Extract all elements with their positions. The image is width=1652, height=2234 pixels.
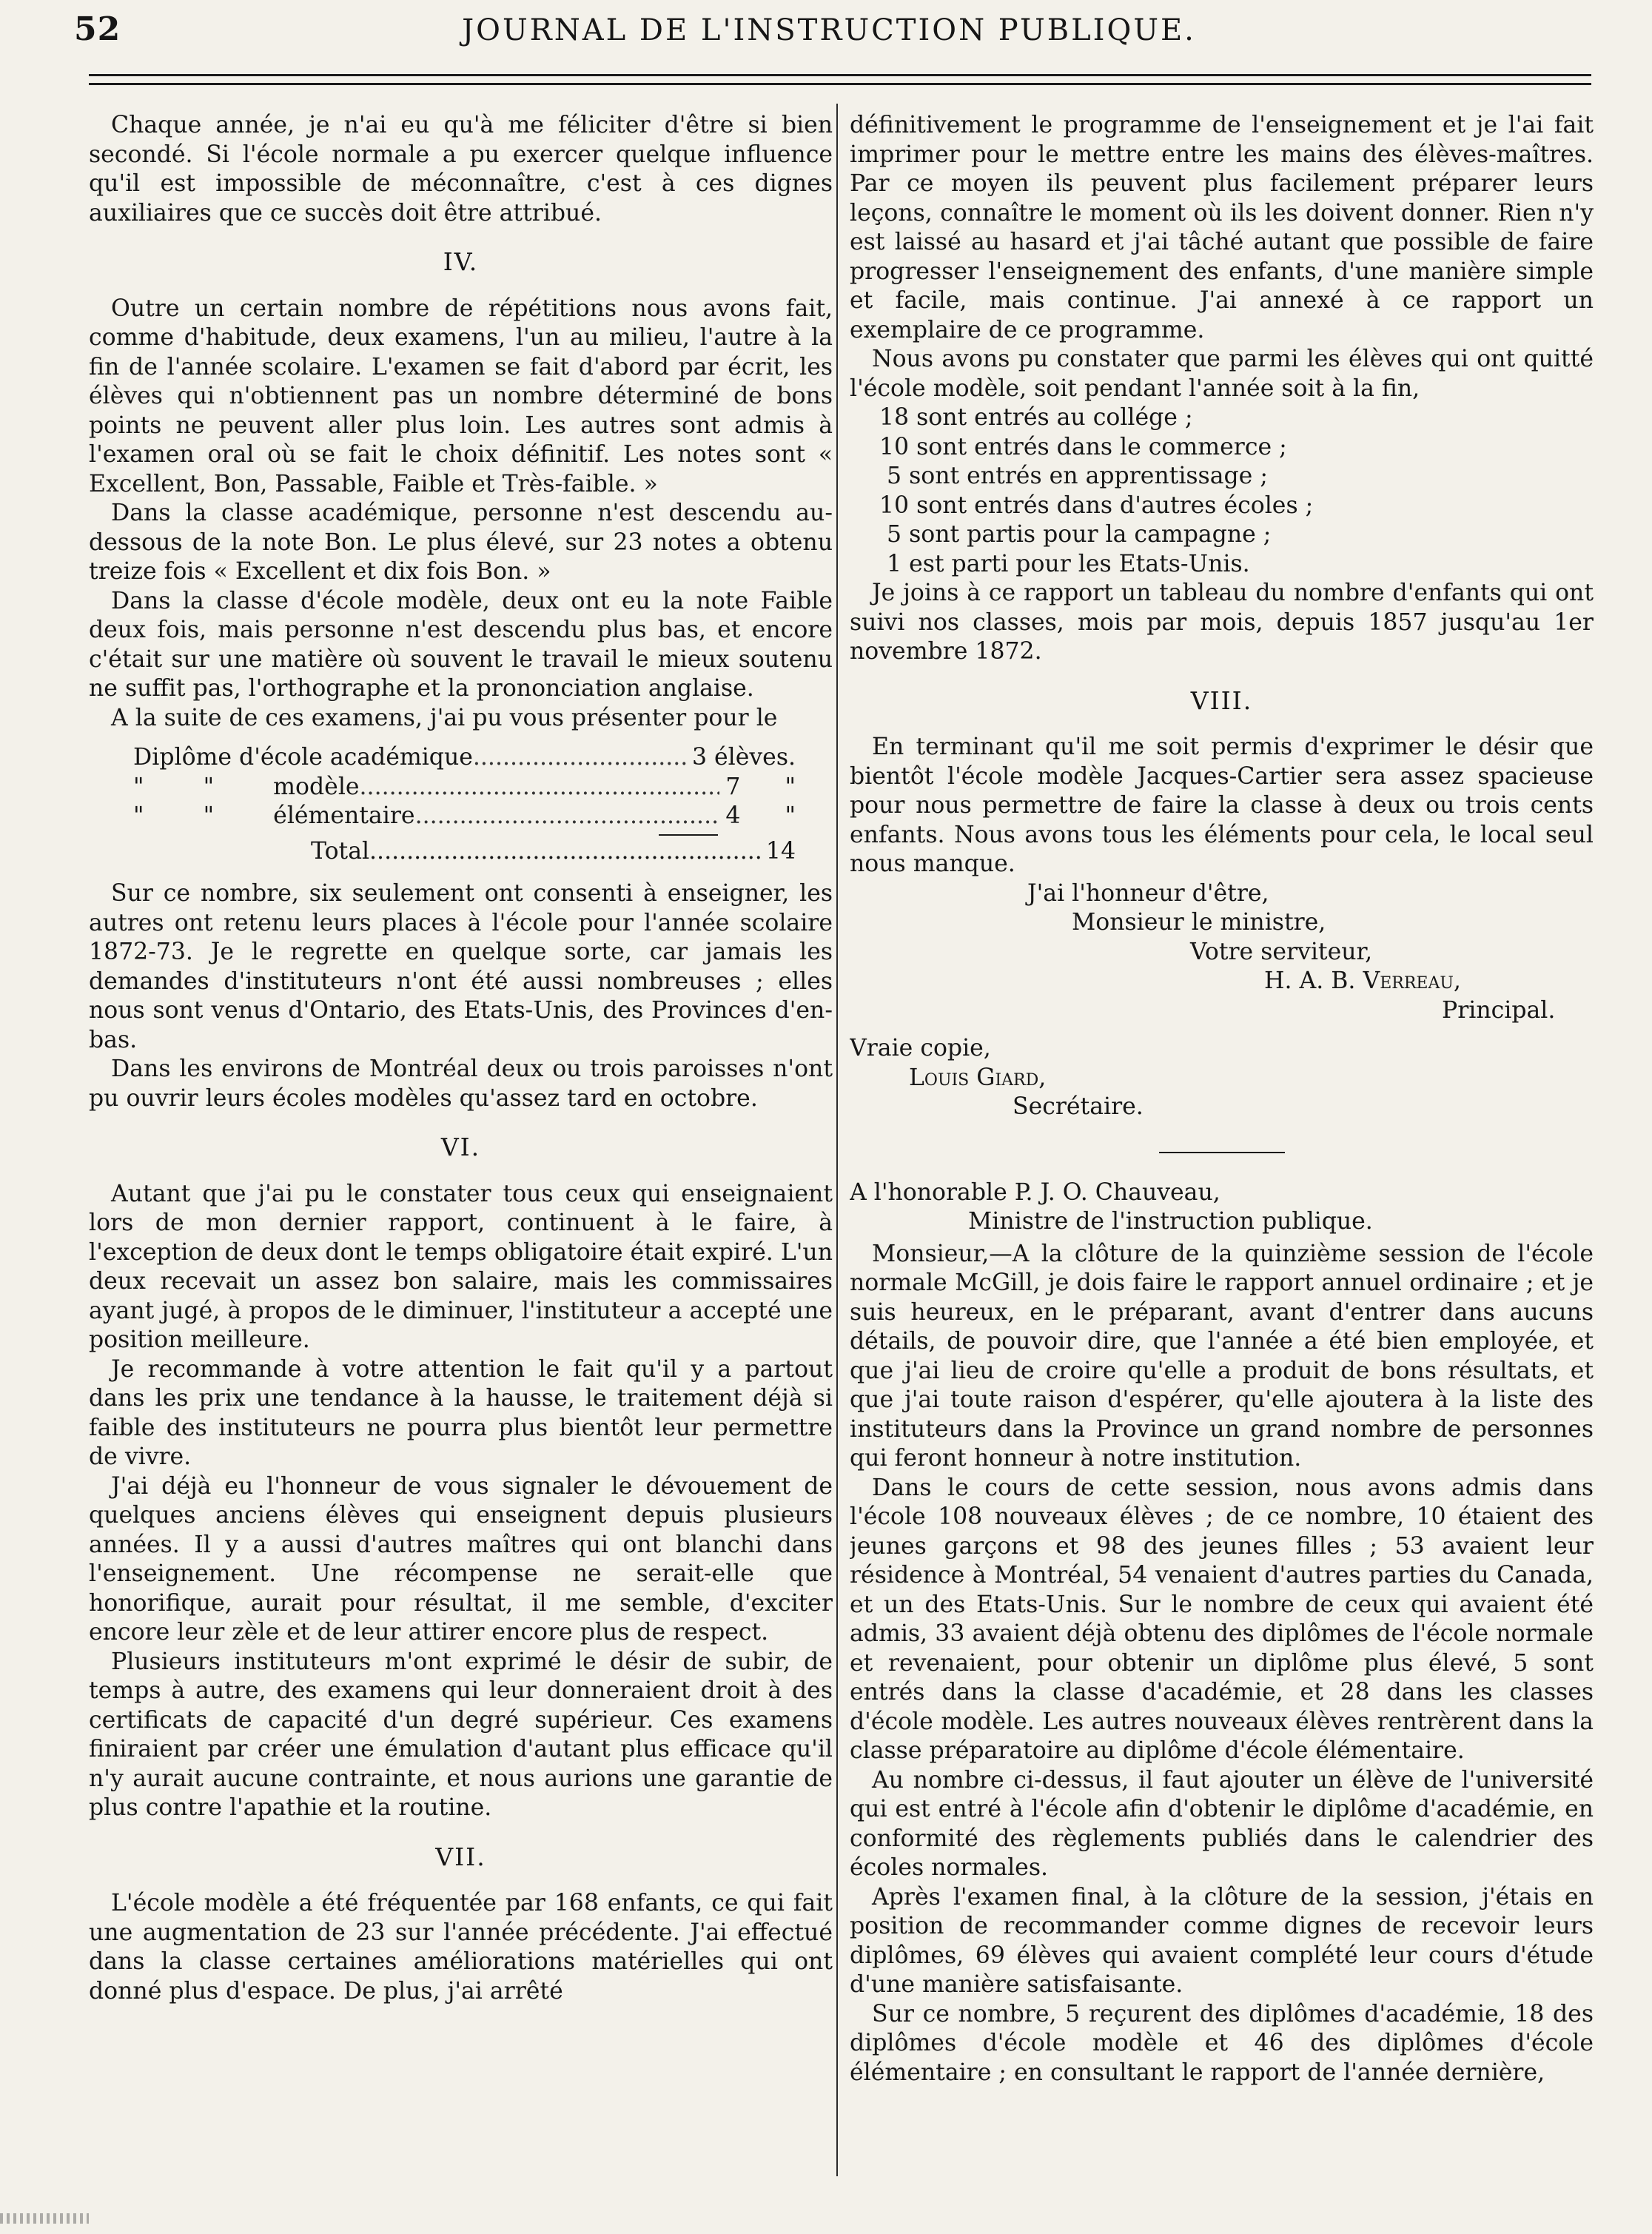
secretary-title: Secrétaire. — [1013, 1093, 1144, 1120]
signatory-title: Principal. — [1442, 996, 1556, 1024]
copy-certification — [850, 1034, 1594, 1122]
total-row — [89, 837, 833, 867]
section-heading-vii: VII. — [435, 1842, 486, 1871]
header-rule-bottom — [89, 83, 1591, 85]
leader-dots — [369, 837, 760, 867]
section-heading-iv: IV. — [443, 247, 479, 276]
sum-rule — [659, 834, 718, 836]
diploma-value: 4 " — [725, 802, 796, 829]
paragraph: En terminant qu'il me soit permis d'exprimer le désir que bientôt l'école modèle Jacques-Cartier sera assez spacieuse pour nous permettre de faire la classe à deux ou trois cents enfants. Nous avons tous les éléments pour cela, le local seul nous manque. — [850, 734, 1594, 877]
address-line: Ministre de l'instruction publique. — [968, 1208, 1373, 1235]
paragraph: A la suite de ces examens, j'ai pu vous présenter pour le — [111, 704, 778, 731]
paragraph: Dans la classe d'école modèle, deux ont eu la note Faible deux fois, mais personne n'est descendu plus bas, et encore c'était sur une matière où souvent le travail le mieux soutenu ne suffit pas, l'orthographe et la prononciation anglaise. — [89, 587, 833, 702]
closing-line: J'ai l'honneur d'être, — [1027, 879, 1269, 907]
list-item: 1 est parti pour les Etats-Unis. — [879, 550, 1250, 577]
paragraph: L'école modèle a été fréquentée par 168 enfants, ce qui fait une augmentation de 23 sur l'année précédente. J'ai effectué dans la classe certaines améliorations matérielles qui ont donné plus d'espace. De plus, j'ai arrêté — [89, 1890, 833, 2005]
total-value: 14 — [765, 837, 796, 865]
diploma-row — [89, 743, 833, 773]
paragraph: Plusieurs instituteurs m'ont exprimé le désir de subir, de temps à autre, des examens qui leur donneraient droit à des certificats de capacité d'un degré supérieur. Ces examens finiraient par créer une émulation d'autant plus efficace qu'il n'y aurait aucune contrainte, et nous aurions une garantie de plus contre l'apathie et la routine. — [89, 1648, 833, 1821]
closing-line: Monsieur le ministre, — [1072, 909, 1326, 936]
signature-block — [850, 879, 1594, 1026]
closing-line: Vraie copie, — [850, 1035, 991, 1061]
total-label: Total — [311, 837, 370, 865]
diploma-label: " " modèle — [133, 773, 360, 800]
paragraph: Dans les environs de Montréal deux ou trois paroisses n'ont pu ouvrir leurs écoles modèles qu'assez tard en octobre. — [89, 1056, 833, 1112]
journal-title: JOURNAL DE L'INSTRUCTION PUBLIQUE. — [462, 13, 1196, 47]
list-item: 18 sont entrés au collége ; — [879, 404, 1193, 431]
paragraph: J'ai déjà eu l'honneur de vous signaler le dévouement de quelques anciens élèves qui enseignent depuis plusieurs années. Il y a aussi d'autres maîtres qui ont blanchi dans l'enseignement. Une récompense ne serait-elle que honorifique, aurait pour résultat, il me semble, d'exciter encore leur zèle et de leur attirer encore plus de respect. — [89, 1472, 833, 1646]
paragraph: Monsieur,—A la clôture de la quinzième session de l'école normale McGill, je dois faire le rapport annuel ordinaire ; et je suis heureux, en le préparant, avant d'entrer dans aucuns détails, de pouvoir dire, que l'année a été bien employée, et que j'ai lieu de croire qu'elle a produit de bons résultats, et que j'ai toute raison d'espérer, qu'elle ajoutera à la liste des instituteurs dans la Province un grand nombre de personnes qui feront honneur à notre institution. — [850, 1240, 1594, 1472]
paragraph: Outre un certain nombre de répétitions nous avons fait, comme d'habitude, deux examens, l'un au milieu, l'autre à la fin de l'année scolaire. L'examen se fait d'abord par écrit, les élèves qui n'obtiennent pas un nombre déterminé de bons points ne peuvent aller plus loin. Les autres sont admis à l'examen oral où se fait le choix définitif. Les notes sont « Excellent, Bon, Passable, Faible et Très-faible. » — [89, 295, 833, 497]
diploma-value: 3 élèves. — [691, 744, 796, 771]
paragraph: définitivement le programme de l'enseignement et je l'ai fait imprimer pour le mettre entre les mains des élèves-maîtres. Par ce moyen ils peuvent plus facilement préparer leurs leçons, connaître le moment où ils les doivent donner. Rien n'y est laissé au hasard et j'ai tâché autant que possible de faire progresser l'enseignement des enfants, d'une manière simple et facile, mais continue. J'ai annexé à ce rapport un exemplaire de ce programme. — [850, 112, 1594, 343]
list-item: 5 sont entrés en apprentissage ; — [879, 463, 1268, 489]
diploma-value: 7 " — [725, 773, 796, 800]
page-header — [74, 10, 1584, 62]
paragraph: Après l'examen final, à la clôture de la session, j'étais en position de recommander comme dignes de recevoir leurs diplômes, 69 élèves qui avaient complété leur cours d'étude d'une manière satisfaisante. — [850, 1883, 1594, 1998]
diploma-label: Diplôme d'école académique — [133, 744, 473, 771]
list-item: 5 sont partis pour la campagne ; — [879, 521, 1272, 548]
diploma-row — [89, 802, 833, 831]
left-column — [89, 111, 833, 2198]
right-column — [850, 111, 1594, 2198]
section-heading-vi: VI. — [440, 1133, 481, 1161]
section-separator — [1159, 1152, 1285, 1153]
section-heading-viii: VIII. — [1190, 685, 1253, 715]
paragraph: Autant que j'ai pu le constater tous ceux qui enseignaient lors de mon dernier rapport, continuent à le faire, à l'exception de deux dont le temps obligatoire était expiré. L'un deux recevait un assez bon salaire, mais les commissaires ayant jugé, à propos de le diminuer, l'instituteur a accepté une position meilleure. — [89, 1180, 833, 1353]
diploma-table — [89, 743, 833, 866]
diploma-row — [89, 773, 833, 802]
paragraph: Dans la classe académique, personne n'est descendu au-dessous de la note Bon. Le plus élevé, sur 23 notes a obtenu treize fois « Excellent et dix fois Bon. » — [89, 500, 833, 585]
paragraph: Au nombre ci-dessus, il faut ajouter un élève de l'université qui est entré à l'école afin d'obtenir le diplôme d'académie, en conformité des règlements publiés dans le calendrier des écoles normales. — [850, 1766, 1594, 1881]
departures-list — [850, 403, 1594, 579]
diploma-label: " " élémentaire — [133, 802, 415, 829]
secretary-name: Louis Giard, — [909, 1064, 1047, 1091]
leader-dots — [473, 743, 686, 773]
paragraph: Je joins à ce rapport un tableau du nombre d'enfants qui ont suivi nos classes, mois par mois, depuis 1857 jusqu'au 1er novembre 1872. — [850, 580, 1594, 665]
header-rule-top — [89, 74, 1591, 76]
list-item: 10 sont entrés dans le commerce ; — [879, 433, 1287, 460]
ink-smudge — [0, 2213, 89, 2224]
signatory-name: H. A. B. Verreau, — [1264, 967, 1461, 994]
paragraph: Sur ce nombre, 5 reçurent des diplômes d'académie, 18 des diplômes d'école modèle et 46 des diplômes d'école élémentaire ; en consultant le rapport de l'année dernière, — [850, 2000, 1594, 2086]
paragraph: Nous avons pu constater que parmi les élèves qui ont quitté l'école modèle, soit pendant l'année soit à la fin, — [850, 346, 1594, 402]
address-line: A l'honorable P. J. O. Chauveau, — [850, 1178, 1220, 1206]
paragraph: Sur ce nombre, six seulement ont consenti à enseigner, les autres ont retenu leurs places à l'école pour l'année scolaire 1872-73. Je le regrette en quelque sorte, car jamais les demandes d'instituteurs n'ont été aussi nombreuses ; elles nous sont venus d'Ontario, des Etats-Unis, des Provinces d'en-bas. — [89, 880, 833, 1053]
paragraph: Chaque année, je n'ai eu qu'à me féliciter d'être si bien secondé. Si l'école normale a pu exercer quelque influence qu'il est impossible de méconnaître, c'est à ces dignes auxiliaires que ce succès doit être attribué. — [89, 112, 833, 227]
column-divider — [836, 104, 838, 2176]
leader-dots — [360, 773, 720, 802]
paragraph: Dans le cours de cette session, nous avons admis dans l'école 108 nouveaux élèves ; de ce nombre, 10 étaient des jeunes garçons et 98 des jeunes filles ; 53 avaient leur résidence à Montréal, 54 venaient d'autres parties du Canada, et un des Etats-Unis. Sur le nombre de ceux qui avaient été admis, 33 avaient déjà obtenu des diplômes de l'école normale et revenaient, pour obtenir un diplôme plus élevé, 5 sont entrés dans la classe d'académie, et 28 dans les classes d'école modèle. Les autres nouveaux élèves rentrèrent dans la classe préparatoire au diplôme d'école élémentaire. — [850, 1474, 1594, 1764]
list-item: 10 sont entrés dans d'autres écoles ; — [879, 492, 1314, 519]
leader-dots — [415, 802, 720, 831]
closing-line: Votre serviteur, — [1190, 938, 1373, 965]
page-number: 52 — [74, 10, 121, 48]
paragraph: Je recommande à votre attention le fait qu'il y a partout dans les prix une tendance à la hausse, le traitement déjà si faible des instituteurs ne pourra plus bientôt leur permettre de vivre. — [89, 1355, 833, 1470]
